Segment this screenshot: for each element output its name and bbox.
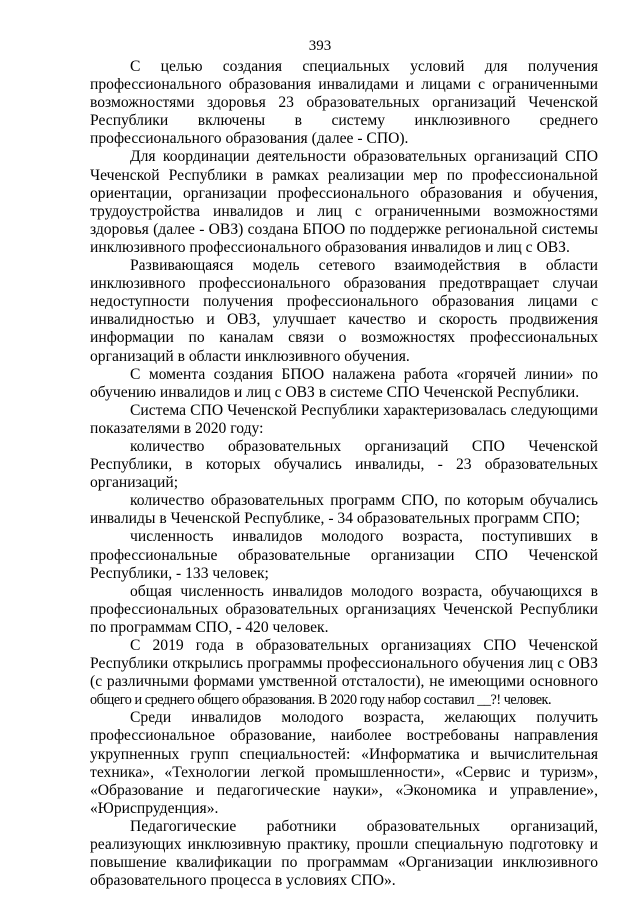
paragraph-2: Для координации деятельности образовательных организаций СПО Чеченской Республики в рамках реализации мер по профессиональной ориентации, организации профессионального образования и обучения, трудоустройства инвалидов и лиц с ограниченными возможностями здоровья (далее - ОВЗ) создана БПОО по поддержке региональной системы инклюзивного профессионального образования инвалидов и лиц с ОВЗ. [90, 148, 598, 256]
paragraph-4: С момента создания БПОО налажена работа «горячей линии» по обучению инвалидов и лиц с ОВЗ в системе СПО Чеченской Республики. [90, 365, 598, 401]
paragraph-3: Развивающаяся модель сетевого взаимодействия в области инклюзивного профессионального образования предотвращает случаи недоступности получения профессионального образования лицами с инвалидностью и ОВЗ, улучшает качество и скорость продвижения информации по каналам связи о возможностях профессиональных организаций в области инклюзивного обучения. [90, 257, 598, 365]
paragraph-8: численность инвалидов молодого возраста, поступивших в профессиональные образовательные организации СПО Чеченской Республики, - 133 человек; [90, 528, 598, 582]
page-number: 393 [308, 38, 332, 54]
document-body [90, 58, 598, 890]
paragraph-10 [90, 637, 598, 709]
paragraph-12: Педагогические работники образовательных организаций, реализующих инклюзивную практику, прошли специальную подготовку и повышение квалификации по программам «Организации инклюзивного образовательного процесса в условиях СПО». [90, 817, 598, 890]
paragraph-5: Система СПО Чеченской Республики характеризовалась следующими показателями в 2020 году: [90, 401, 598, 437]
paragraph-11: Среди инвалидов молодого возраста, желающих получить профессиональное образование, наиболее востребованы направления укрупненных групп специальностей: «Информатика и вычислительная техника», «Технологии легкой промышленности», «Сервис и туризм», «Образование и педагогические науки», «Экономика и управление», «Юриспруденция». [90, 709, 598, 817]
paragraph-7: количество образовательных программ СПО, по которым обучались инвалиды в Чеченской Республике, - 34 образовательных программ СПО; [90, 492, 598, 528]
paragraph-10-main: С 2019 года в образовательных организациях СПО Чеченской Республики открылись программы профессионального обучения лиц с ОВЗ (с различными формами умственной отсталости), не имеющими основного [90, 637, 598, 691]
paragraph-10-condensed-tail: общего и среднего общего образования. В 2020 году набор составил __?! человек. [90, 692, 552, 709]
paragraph-9: общая численность инвалидов молодого возраста, обучающихся в профессиональных образовательных организациях Чеченской Республики по программам СПО, - 420 человек. [90, 582, 598, 636]
paragraph-1: С целью создания специальных условий для получения профессионального образования инвалидами и лицами с ограниченными возможностями здоровья 23 образовательных организаций Чеченской Республики включены в систему инклюзивного среднего профессионального образования (далее - СПО). [90, 58, 598, 148]
paragraph-6: количество образовательных организаций СПО Чеченской Республики, в которых обучались инвалиды, - 23 образовательных организаций; [90, 437, 598, 492]
